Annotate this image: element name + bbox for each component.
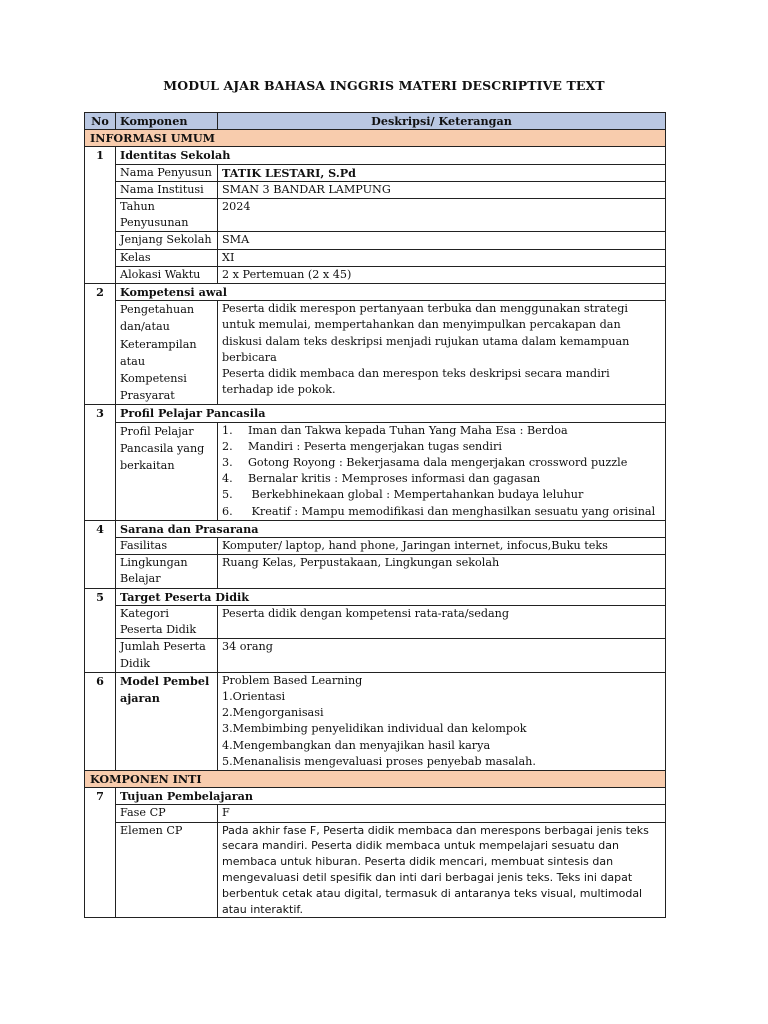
row-label: Fasilitas [116, 538, 218, 555]
table-row [85, 422, 666, 520]
section-informasi-umum [85, 130, 666, 147]
group-number: 6 [85, 672, 116, 770]
model-line: 4.Mengembangkan dan menyajikan hasil karya [222, 738, 491, 752]
row-value: Pada akhir fase F, Peserta didik membaca dan merespons berbagai jenis teks secara mandiri. Peserta didik membaca untuk mempelajari sesuatu dan membaca untuk hiburan. Peserta didik mencari, membuat sintesis dan mengevaluasi detil spesifik dan inti dari berbagai jenis teks. Teks ini dapat berbentuk cetak atau digital, termasuk di antaranya teks visual, multimodal atau interaktif. [218, 822, 666, 918]
row-value: SMAN 3 BANDAR LAMPUNG [218, 181, 666, 198]
model-line: 2.Mengorganisasi [222, 706, 324, 720]
header-komponen: Komponen [116, 113, 218, 130]
table-row [85, 639, 666, 672]
group-row [85, 588, 666, 605]
list-item: 4. Bernalar kritis : Memproses informasi dan gagasan [222, 472, 541, 486]
table-row [85, 805, 666, 822]
group-number: 5 [85, 588, 116, 672]
table-row [85, 555, 666, 588]
group-title: Profil Pelajar Pancasila [116, 405, 666, 422]
row-label: Pengetahuan dan/atau Keterampilan atau Kompetensi Prasyarat [116, 301, 218, 405]
group-number: 7 [85, 788, 116, 918]
group-row [85, 788, 666, 805]
model-line: 1.Orientasi [222, 689, 286, 703]
group-row [85, 672, 666, 770]
header-no: No [85, 113, 116, 130]
group-number: 4 [85, 520, 116, 588]
row-value: 2 x Pertemuan (2 x 45) [218, 266, 666, 283]
row-value: SMA [218, 232, 666, 249]
profil-list [222, 423, 661, 520]
row-value [218, 301, 666, 405]
row-label: Profil Pelajar Pancasila yang berkaitan [116, 422, 218, 520]
row-value: F [218, 805, 666, 822]
group-title: Model Pembelajaran [116, 672, 218, 770]
group-row [85, 147, 666, 164]
document-title: MODUL AJAR BAHASA INGGRIS MATERI DESCRIPTIVE TEXT [163, 78, 605, 93]
list-item: 3. Gotong Royong : Bekerjasama dala mengerjakan crossword puzzle [222, 456, 628, 470]
table-row [85, 822, 666, 918]
group-title: Identitas Sekolah [116, 147, 666, 164]
row-label: Jenjang Sekolah [116, 232, 218, 249]
row-value [218, 422, 666, 520]
model-line: 3.Membimbing penyelidikan individual dan kelompok [222, 722, 527, 736]
list-item: 1. Iman dan Takwa kepada Tuhan Yang Maha Esa : Berdoa [222, 423, 568, 437]
row-label: Fase CP [116, 805, 218, 822]
row-label: Alokasi Waktu [116, 266, 218, 283]
list-item: 2. Mandiri : Peserta mengerjakan tugas sendiri [222, 439, 502, 453]
row-label: Kelas [116, 249, 218, 266]
row-value: Ruang Kelas, Perpustakaan, Lingkungan sekolah [218, 555, 666, 588]
table-row [85, 266, 666, 283]
table-row [85, 232, 666, 249]
table-row [85, 249, 666, 266]
group-title: Tujuan Pembelajaran [116, 788, 666, 805]
group-number: 1 [85, 147, 116, 284]
table-row [85, 605, 666, 638]
table-row [85, 199, 666, 232]
table-row [85, 181, 666, 198]
group-title: Kompetensi awal [116, 284, 666, 301]
row-value: 2024 [218, 199, 666, 232]
group-number: 2 [85, 284, 116, 405]
row-value: TATIK LESTARI, S.Pd [218, 164, 666, 181]
group-title: Sarana dan Prasarana [116, 520, 666, 537]
row-label: Lingkungan Belajar [116, 555, 218, 588]
row-value: Komputer/ laptop, hand phone, Jaringan internet, infocus,Buku teks [218, 538, 666, 555]
list-item: 6. Kreatif : Mampu memodifikasi dan menghasilkan sesuatu yang orisinal [222, 504, 656, 518]
row-label: Jumlah Peserta Didik [116, 639, 218, 672]
row-label: Kategori Peserta Didik [116, 605, 218, 638]
group-row [85, 284, 666, 301]
table-row [85, 538, 666, 555]
row-value: Peserta didik dengan kompetensi rata-rata/sedang [218, 605, 666, 638]
table-header-row [85, 113, 666, 130]
list-item: 5. Berkebhinekaan global : Mempertahankan budaya leluhur [222, 488, 584, 502]
model-line: Problem Based Learning [222, 673, 363, 687]
paragraph: Peserta didik membaca dan merespon teks deskripsi secara mandiri terhadap ide pokok. [222, 367, 610, 397]
row-value [218, 672, 666, 770]
row-label: Elemen CP [116, 822, 218, 918]
paragraph: Peserta didik merespon pertanyaan terbuka dan menggunakan strategi untuk memulai, mempertahankan dan menyimpulkan percakapan dan diskusi dalam teks deskripsi menjadi rujukan utama dalam kemampuan berbicara [222, 302, 630, 364]
section-komponen-inti [85, 770, 666, 787]
module-table [84, 112, 666, 918]
row-label: Nama Institusi [116, 181, 218, 198]
header-deskripsi: Deskripsi/ Keterangan [218, 113, 666, 130]
section-label: KOMPONEN INTI [85, 770, 666, 787]
row-value: 34 orang [218, 639, 666, 672]
table-row [85, 301, 666, 405]
section-label: INFORMASI UMUM [85, 130, 666, 147]
model-line: 5.Menanalisis mengevaluasi proses penyebab masalah. [222, 754, 536, 768]
table-row [85, 164, 666, 181]
group-row [85, 405, 666, 422]
group-number: 3 [85, 405, 116, 520]
row-value: XI [218, 249, 666, 266]
group-row [85, 520, 666, 537]
group-title: Target Peserta Didik [116, 588, 666, 605]
row-label: Tahun Penyusunan [116, 199, 218, 232]
row-label: Nama Penyusun [116, 164, 218, 181]
